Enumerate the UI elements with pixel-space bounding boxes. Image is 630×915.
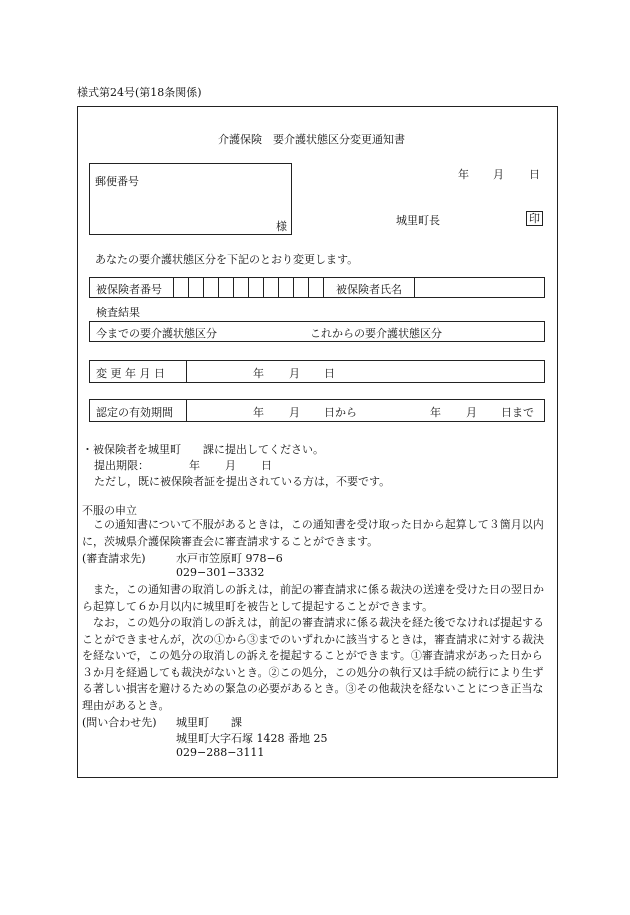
result-heading: 検査結果 — [96, 306, 140, 319]
digit-cell — [188, 277, 203, 298]
contact-phone: 029−288−3111 — [176, 746, 265, 759]
page-title: 介護保険 要介護状態区分変更通知書 — [218, 133, 405, 146]
before-status-label: 今までの要介護状態区分 — [96, 327, 217, 340]
deadline-label: 提出期限： — [94, 459, 149, 472]
validity-to-month: 月 — [466, 406, 477, 419]
appeal-paragraph: この通知書について不服があるときは，この通知書を受け取った日から起算して３箇月以内に，茨城県介護保険審査会に審査請求することができます。 — [82, 518, 544, 548]
divider — [186, 360, 187, 383]
change-month: 月 — [289, 367, 300, 380]
issuer-title: 城里町長 — [396, 214, 440, 227]
validity-from-day: 日から — [324, 406, 357, 419]
contact-address: 城里町大字石塚 1428 番地 25 — [176, 732, 328, 745]
digit-cell — [278, 277, 293, 298]
contact-dept: 城里町 課 — [176, 716, 242, 729]
deadline-month: 月 — [225, 459, 236, 472]
notice-exemption: ただし，既に被保険者証を提出されている方は，不要です。 — [94, 475, 391, 488]
postal-code-label: 郵便番号 — [95, 175, 139, 188]
digit-cell — [173, 277, 188, 298]
insured-name-label: 被保険者氏名 — [336, 283, 402, 296]
official-seal: 印 — [526, 211, 543, 226]
form-label: 様式第24号(第18条関係) — [77, 86, 202, 99]
contact-label: (問い合わせ先) — [82, 716, 157, 729]
validity-from-year: 年 — [253, 406, 264, 419]
date-month: 月 — [493, 168, 504, 181]
deadline-day: 日 — [261, 459, 272, 472]
digit-cell — [233, 277, 248, 298]
change-year: 年 — [253, 367, 264, 380]
honorific: 様 — [276, 220, 287, 233]
validity-label: 認定の有効期間 — [96, 406, 173, 419]
change-date-label: 変 更 年 月 日 — [96, 367, 165, 380]
insured-number-label: 被保険者番号 — [96, 283, 162, 296]
after-status-label: これからの要介護状態区分 — [310, 327, 442, 340]
insured-number-cells — [173, 277, 338, 298]
digit-cell — [308, 277, 323, 298]
digit-cell — [293, 277, 308, 298]
review-phone: 029−301−3332 — [176, 566, 265, 579]
validity-to-day: 日まで — [501, 406, 534, 419]
validity-from-month: 月 — [289, 406, 300, 419]
digit-cell — [263, 277, 278, 298]
date-year: 年 — [458, 168, 469, 181]
date-day: 日 — [529, 168, 540, 181]
intro-text: あなたの要介護状態区分を下記のとおり変更します。 — [95, 253, 359, 266]
digit-cell — [203, 277, 218, 298]
deadline-year: 年 — [189, 459, 200, 472]
lawsuit-paragraph: また，この通知書の取消しの訴えは，前記の審査請求に係る裁決の送達を受けた日の翌日から起算して６か月以内に城里町を被告として提起することができます。 — [82, 583, 544, 613]
digit-cell — [218, 277, 233, 298]
notice-line: ・被保険者を城里町 課に提出してください。 — [82, 443, 324, 456]
digit-cell — [248, 277, 263, 298]
change-day: 日 — [324, 367, 335, 380]
review-label: (審査請求先) — [82, 552, 146, 565]
review-address: 水戸市笠原町 978−6 — [176, 552, 283, 565]
appeal-heading: 不服の申立 — [82, 504, 137, 517]
exception-paragraph: なお，この処分の取消しの訴えは，前記の審査請求に係る裁決を経た後でなければ提起することができませんが，次の①から③までのいずれかに該当するときは，審査請求に対する裁決を経ないで，この処分の取消しの訴えを提起することができます。①審査請求があった日から３か月を経過しても裁決がないとき。②この処分，この処分の執行又は手続の続行により生ずる著しい損害を避けるための緊急の必要があるとき。③その他裁決を経ないことにつき正当な理由があるとき。 — [82, 616, 544, 712]
validity-to-year: 年 — [430, 406, 441, 419]
divider — [414, 277, 415, 298]
divider — [186, 399, 187, 422]
